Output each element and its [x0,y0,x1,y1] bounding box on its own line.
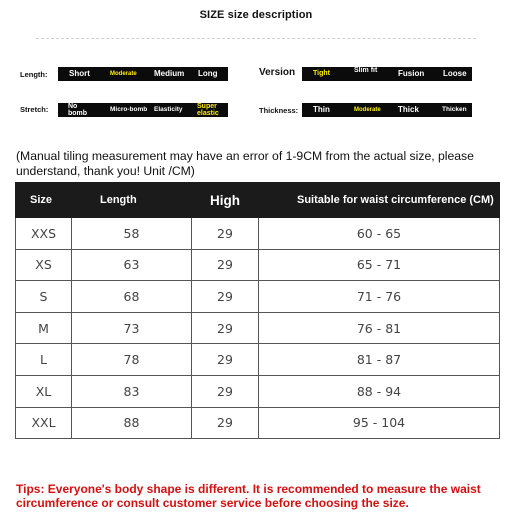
cell-waist: 76 - 81 [259,312,500,344]
cell-length: 73 [72,312,192,344]
cell-size: XL [16,375,72,407]
thickness-option: Thicken [442,106,467,113]
tips-text: Tips: Everyone's body shape is different. It is recommended to measure the waist circumference or consult customer service before choosing the size. [16,482,481,510]
cell-size: L [16,344,72,376]
table-row [16,218,500,250]
version-option: Slim fit [354,67,378,74]
cell-waist: 95 - 104 [259,407,500,439]
cell-length: 68 [72,281,192,313]
cell-high: 29 [192,312,259,344]
thickness-option-selected: Moderate [354,107,381,113]
stretch-option: Elasticity [154,106,183,113]
cell-length: 58 [72,218,192,250]
table-row [16,312,500,344]
cell-high: 29 [192,344,259,376]
table-row [16,407,500,439]
cell-size: XXS [16,218,72,250]
length-option: Medium [154,69,185,78]
thickness-scale [302,103,472,117]
cell-high: 29 [192,218,259,250]
size-table [15,182,500,439]
thickness-label: Thickness: [259,106,299,115]
cell-waist: 60 - 65 [259,218,500,250]
cell-length: 63 [72,249,192,281]
stretch-scale [58,103,228,117]
length-scale [58,67,228,81]
thickness-option: Thick [398,105,419,114]
cell-length: 78 [72,344,192,376]
cell-high: 29 [192,407,259,439]
cell-waist: 81 - 87 [259,344,500,376]
column-header-high: High [192,183,259,218]
measurement-note: (Manual tiling measurement may have an error of 1-9CM from the actual size, please understand, thank you! Unit /CM) [16,149,474,178]
cell-size: XS [16,249,72,281]
column-header-length: Length [72,183,192,218]
table-header-row [16,183,500,218]
table-row [16,281,500,313]
divider [36,38,476,39]
thickness-option: Thin [313,105,330,114]
length-label: Length: [20,70,48,79]
stretch-option: No bomb [68,103,88,117]
cell-waist: 71 - 76 [259,281,500,313]
cell-high: 29 [192,249,259,281]
table-row [16,249,500,281]
cell-waist: 65 - 71 [259,249,500,281]
cell-size: M [16,312,72,344]
table-row [16,375,500,407]
cell-high: 29 [192,281,259,313]
length-option-selected: Moderate [110,71,137,77]
version-option: Loose [443,69,467,78]
cell-waist: 88 - 94 [259,375,500,407]
column-header-waist: Suitable for waist circumference (CM) [259,183,500,218]
cell-length: 83 [72,375,192,407]
version-option-selected: Tight [313,70,330,77]
version-option: Fusion [398,69,425,78]
stretch-option: Micro-bomb [110,106,148,113]
page-title: SIZE size description [199,9,313,21]
cell-size: XXL [16,407,72,439]
cell-length: 88 [72,407,192,439]
stretch-label: Stretch: [20,105,49,114]
version-scale [302,67,472,81]
length-option: Short [69,69,90,78]
stretch-option-selected: Super elastic [197,103,219,117]
length-option: Long [198,69,218,78]
column-header-size: Size [16,183,72,218]
version-label: Version [259,67,296,78]
table-row [16,344,500,376]
cell-size: S [16,281,72,313]
cell-high: 29 [192,375,259,407]
